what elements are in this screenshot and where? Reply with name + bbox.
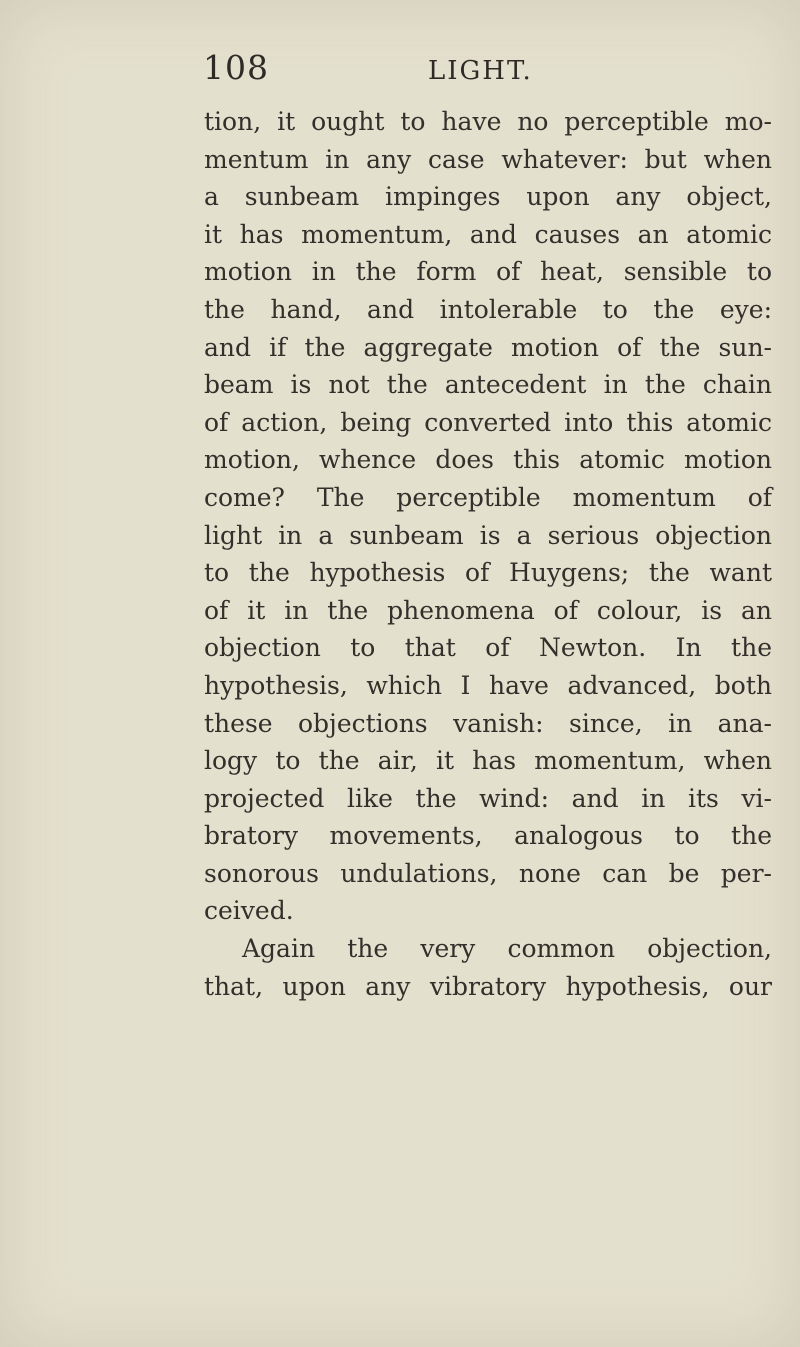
paragraph-end-line: ceived. [204, 896, 294, 926]
text-line: to the hypothesis of Huygens; the want [204, 558, 772, 588]
text-line: bratory movements, analogous to the [204, 821, 772, 851]
text-line: beam is not the antecedent in the chain [204, 370, 772, 400]
text-line: of action, being converted into this atomic [204, 407, 772, 437]
text-line: hypothesis, which I have advanced, both [204, 670, 772, 700]
text-line: mentum in any case whatever: but when [204, 144, 772, 174]
text-line: tion, it ought to have no perceptible mo- [204, 107, 772, 136]
text-line: it has momentum, and causes an atomic [204, 219, 772, 249]
text-line: light in a sunbeam is a serious objection [204, 520, 772, 550]
body-text [204, 103, 772, 1005]
text-line: that, upon any vibratory hypothesis, our [204, 971, 772, 1001]
page-header [0, 48, 800, 92]
text-line: these objections vanish: since, in ana- [204, 708, 772, 738]
text-line: motion in the form of heat, sensible to [204, 257, 772, 287]
text-line: come? The perceptible momentum of [204, 482, 772, 512]
text-line: a sunbeam impinges upon any object, [204, 182, 772, 212]
text-line: motion, whence does this atomic motion [204, 445, 772, 475]
page-number: 108 [203, 48, 269, 87]
text-line: the hand, and intolerable to the eye: [204, 294, 772, 324]
text-line: objection to that of Newton. In the [204, 633, 772, 663]
text-line: of it in the phenomena of colour, is an [204, 595, 772, 625]
text-line: logy to the air, it has momentum, when [204, 746, 772, 776]
running-head: LIGHT. [428, 56, 533, 86]
text-line: sonorous undulations, none can be per- [204, 858, 772, 888]
text-line: and if the aggregate motion of the sun- [204, 332, 772, 362]
text-line: projected like the wind: and in its vi- [204, 783, 772, 813]
paragraph-start-line: Again the very common objection, [242, 934, 772, 964]
